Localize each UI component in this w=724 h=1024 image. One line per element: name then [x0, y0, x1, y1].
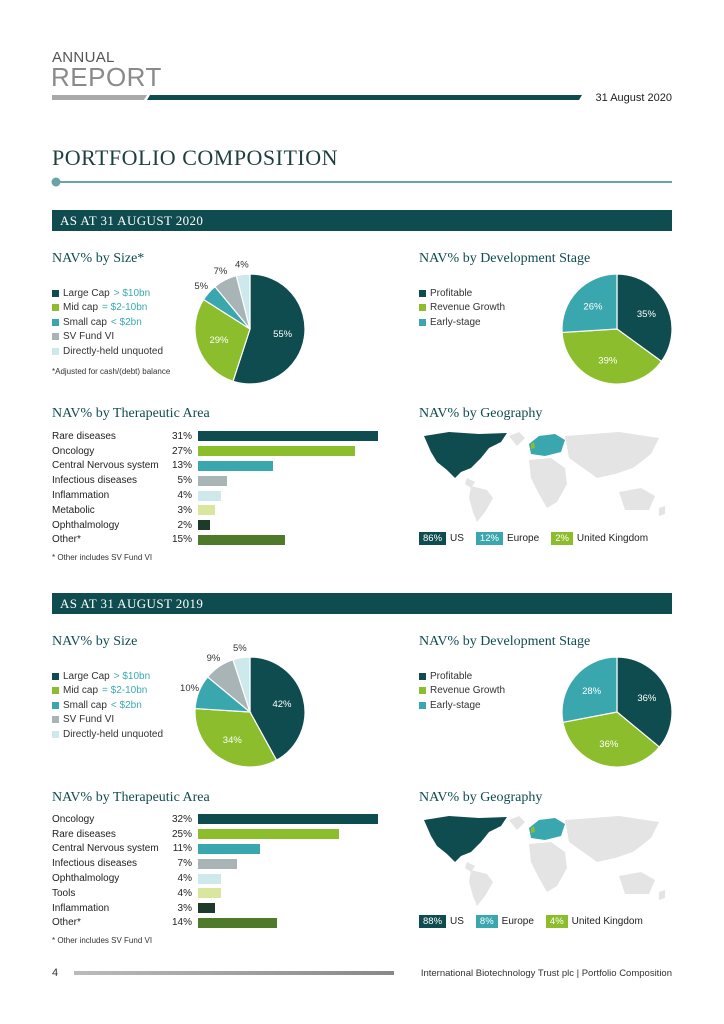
geography-title-2020: NAV% by Geography — [419, 406, 543, 421]
bar-value: 5% — [177, 475, 192, 487]
legend-label: Early-stage — [430, 699, 481, 711]
therapeutic-note-2019: * Other includes SV Fund VI — [52, 936, 153, 945]
legend-swatch — [52, 702, 59, 709]
legend-item — [419, 286, 505, 301]
bar-label: Ophthalmology — [52, 873, 120, 885]
pie-label: 9% — [206, 653, 221, 665]
geo-pct-us: 86% — [419, 532, 446, 545]
pie-label: 10% — [180, 683, 200, 695]
geo-label-europe: Europe — [501, 916, 534, 927]
legend-item — [419, 669, 505, 684]
pie-stage-2020 — [556, 270, 680, 390]
footer-rule — [74, 971, 394, 975]
bar — [198, 520, 210, 530]
bar-row — [52, 473, 227, 488]
bar-label: Metabolic — [52, 504, 95, 516]
pie-label: 29% — [209, 335, 229, 347]
pie-label: 42% — [272, 698, 292, 710]
bar-row — [52, 429, 378, 444]
pie-label: 36% — [599, 738, 619, 750]
bar-row — [52, 886, 221, 901]
south-america-shape — [469, 486, 493, 522]
legend-item — [52, 330, 163, 345]
legend-label: Large Cap — [63, 670, 110, 682]
legend-swatch — [419, 702, 426, 709]
bar-label: Tools — [52, 887, 76, 899]
bar-row — [52, 503, 215, 518]
legend-item — [52, 315, 163, 330]
asia-shape — [565, 432, 659, 478]
title-rule — [50, 177, 674, 187]
bar-row — [52, 444, 355, 459]
geography-title-2019: NAV% by Geography — [419, 790, 543, 805]
legend-label: SV Fund VI — [63, 714, 115, 726]
bar-label: Rare diseases — [52, 430, 116, 442]
legend-swatch — [52, 687, 59, 694]
legend-label: Mid cap — [63, 302, 99, 314]
legend-swatch — [419, 319, 426, 326]
bar-value: 3% — [177, 504, 192, 516]
therapeutic-note-2020: * Other includes SV Fund VI — [52, 553, 153, 562]
pie-label: 28% — [582, 685, 602, 697]
therapeutic-title-2020: NAV% by Therapeutic Area — [52, 406, 210, 421]
bar-row — [52, 827, 339, 842]
asia-shape — [565, 816, 659, 862]
size-title-2019: NAV% by Size — [52, 634, 138, 649]
footer-text: International Biotechnology Trust plc | Portfolio Composition — [420, 968, 672, 979]
legend-swatch — [419, 290, 426, 297]
pie-label: 5% — [232, 642, 247, 654]
geo-label-us: US — [450, 916, 464, 927]
bar-row — [52, 488, 221, 503]
geo-label-uk: United Kingdom — [576, 533, 649, 544]
legend-item — [52, 344, 163, 359]
bar-value: 31% — [171, 430, 192, 442]
size-note-2020: *Adjusted for cash/(debt) balance — [52, 367, 171, 376]
africa-shape — [529, 842, 567, 892]
legend-swatch — [419, 673, 426, 680]
legend-item — [52, 684, 163, 699]
pie-label: 5% — [194, 281, 209, 293]
pie-label: 34% — [222, 734, 242, 746]
new-zealand-shape — [659, 890, 665, 900]
pie-label: 4% — [234, 259, 249, 271]
bar — [198, 431, 378, 441]
legend-swatch — [52, 731, 59, 738]
bar — [198, 446, 355, 456]
bar — [198, 888, 221, 898]
bar-label: Rare diseases — [52, 828, 116, 840]
size-legend-2019 — [52, 669, 163, 742]
bar — [198, 844, 260, 854]
legend-label: Directly-held unquoted — [63, 728, 164, 740]
bar — [198, 874, 221, 884]
legend-swatch — [52, 319, 59, 326]
bar-row — [52, 916, 277, 931]
geo-label-europe: Europe — [506, 533, 540, 544]
bar-value: 7% — [177, 858, 192, 870]
legend-item — [419, 684, 505, 699]
bar-label: Central Nervous system — [52, 843, 159, 855]
legend-swatch — [52, 673, 59, 680]
australia-shape — [619, 872, 655, 894]
legend-swatch — [419, 687, 426, 694]
bar-row — [52, 901, 215, 916]
legend-swatch — [419, 304, 426, 311]
geo-label-uk: United Kingdom — [571, 916, 643, 927]
world-map-2020 — [419, 428, 673, 524]
bar — [198, 491, 221, 501]
stage-legend-2019 — [419, 669, 505, 713]
legend-swatch — [52, 348, 59, 355]
australia-shape — [619, 488, 655, 510]
pie-label: 36% — [637, 692, 657, 704]
therapeutic-title-2019: NAV% by Therapeutic Area — [52, 790, 210, 805]
bar-value: 11% — [172, 843, 192, 855]
geo-pct-us: 88% — [419, 915, 446, 928]
bar — [198, 859, 237, 869]
section-band-2020: AS AT 31 AUGUST 2020 — [52, 210, 672, 231]
bar-value: 14% — [171, 917, 192, 929]
geo-pct-uk: 4% — [546, 915, 568, 928]
bar-label: Central Nervous system — [52, 460, 159, 472]
legend-swatch — [52, 304, 59, 311]
page-title: PORTFOLIO COMPOSITION — [52, 145, 339, 170]
legend-swatch — [52, 290, 59, 297]
bar — [198, 461, 273, 471]
legend-label: Revenue Growth — [430, 302, 506, 314]
bar — [198, 505, 215, 515]
legend-label: SV Fund VI — [63, 331, 115, 343]
pie-label: 35% — [636, 309, 656, 321]
new-zealand-shape — [659, 506, 665, 516]
greenland-shape — [509, 816, 525, 830]
pie-size-2020 — [180, 255, 320, 390]
legend-hint: < $2bn — [110, 699, 142, 711]
bar-row — [52, 871, 221, 886]
legend-label: Directly-held unquoted — [63, 345, 164, 357]
legend-item — [52, 698, 163, 713]
legend-hint: < $2bn — [110, 316, 142, 328]
bar-label: Inflammation — [52, 902, 110, 914]
section-band-2019: AS AT 31 AUGUST 2019 — [52, 593, 672, 614]
bar-label: Ophthalmology — [52, 519, 120, 531]
bar-row — [52, 812, 378, 827]
geography-legend-2019 — [419, 915, 655, 928]
pie-label: 7% — [213, 266, 228, 278]
bar-value: 27% — [171, 445, 192, 457]
legend-item — [52, 713, 163, 728]
bar-value: 15% — [171, 534, 192, 546]
bar-value: 4% — [177, 873, 192, 885]
legend-label: Small cap — [63, 699, 107, 711]
header-annual: ANNUAL — [52, 49, 115, 66]
geo-pct-uk: 2% — [551, 532, 573, 545]
bar — [198, 903, 215, 913]
bar — [198, 535, 285, 545]
bar — [198, 918, 277, 928]
legend-item — [419, 315, 505, 330]
legend-item — [419, 301, 505, 316]
bar-row — [52, 856, 237, 871]
bar-row — [52, 459, 273, 474]
legend-swatch — [52, 716, 59, 723]
bar-value: 25% — [171, 828, 192, 840]
legend-item — [419, 698, 505, 713]
stage-legend-2020 — [419, 286, 505, 330]
geo-label-us: US — [450, 533, 464, 544]
legend-label: Mid cap — [63, 685, 99, 697]
bar-row — [52, 533, 285, 548]
south-america-shape — [469, 870, 493, 906]
bar-value: 4% — [177, 490, 192, 502]
bar-label: Oncology — [52, 813, 95, 825]
bar-value: 4% — [177, 887, 192, 899]
stage-title-2020: NAV% by Development Stage — [419, 251, 591, 266]
bar-value: 3% — [177, 902, 192, 914]
stage-title-2019: NAV% by Development Stage — [419, 634, 591, 649]
africa-shape — [529, 458, 567, 508]
legend-swatch — [52, 333, 59, 340]
legend-label: Profitable — [430, 287, 473, 299]
legend-label: Profitable — [430, 670, 473, 682]
world-map-2019 — [419, 812, 673, 908]
bar-label: Infectious diseases — [52, 475, 138, 487]
geography-legend-2020 — [419, 532, 660, 545]
bar-label: Inflammation — [52, 490, 110, 502]
legend-hint: > $10bn — [113, 287, 151, 299]
pie-stage-2019 — [556, 653, 680, 773]
pie-size-2019 — [160, 638, 320, 773]
bar-label: Oncology — [52, 445, 95, 457]
bar-row — [52, 518, 210, 533]
bar — [198, 476, 227, 486]
size-title-2020: NAV% by Size* — [52, 251, 145, 266]
greenland-shape — [509, 432, 525, 446]
north-america-shape — [424, 816, 507, 862]
central-america-shape — [465, 478, 475, 488]
bar-value: 32% — [171, 813, 192, 825]
legend-hint: > $10bn — [113, 670, 151, 682]
header-report: REPORT — [51, 62, 162, 92]
bar-label: Other* — [52, 534, 81, 546]
bar-label: Other* — [52, 917, 81, 929]
bar — [198, 814, 378, 824]
header-rule — [52, 93, 582, 101]
header-date: 31 August 2020 — [595, 92, 672, 104]
legend-item — [52, 286, 163, 301]
legend-item — [52, 727, 163, 742]
legend-label: Small cap — [63, 316, 107, 328]
bar-value: 2% — [177, 519, 192, 531]
legend-hint: = $2-10bn — [102, 685, 148, 697]
geo-pct-europe: 12% — [476, 532, 503, 545]
legend-label: Revenue Growth — [430, 685, 506, 697]
bar-row — [52, 842, 260, 857]
bar — [198, 829, 339, 839]
page-number: 4 — [52, 967, 59, 979]
legend-label: Large Cap — [63, 287, 110, 299]
legend-item — [52, 669, 163, 684]
bar-value: 13% — [171, 460, 192, 472]
pie-label: 39% — [598, 355, 618, 367]
north-america-shape — [424, 432, 507, 478]
bar-label: Infectious diseases — [52, 858, 138, 870]
legend-hint: = $2-10bn — [102, 302, 148, 314]
geo-pct-europe: 8% — [476, 915, 498, 928]
legend-label: Early-stage — [430, 316, 481, 328]
pie-label: 26% — [583, 301, 603, 313]
pie-label: 55% — [273, 329, 293, 341]
size-legend-2020 — [52, 286, 163, 359]
legend-item — [52, 301, 163, 316]
central-america-shape — [465, 862, 475, 872]
